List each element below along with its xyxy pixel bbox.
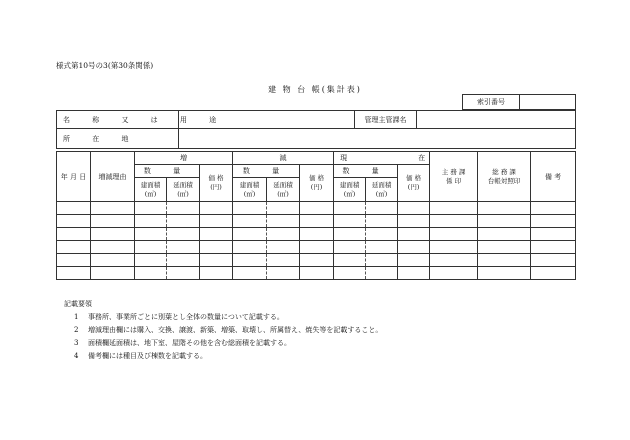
ledger-cell[interactable]	[267, 254, 300, 267]
ledger-cell[interactable]	[267, 215, 300, 228]
current-header: 現 在	[334, 152, 430, 165]
ledger-cell[interactable]	[300, 228, 334, 241]
ledger-cell[interactable]	[398, 241, 430, 254]
ledger-cell[interactable]	[233, 228, 267, 241]
increase-price-header: 価 格 (円)	[200, 165, 233, 202]
ledger-cell[interactable]	[57, 215, 91, 228]
ledger-cell[interactable]	[91, 254, 135, 267]
increase-floor-area-header: 延面積 (㎡)	[167, 178, 200, 202]
ledger-cell[interactable]	[57, 254, 91, 267]
note-item: 1 事務所、事業所ごとに別葉とし全体の数量について記載する。	[74, 313, 284, 321]
name-usage-label: 名 称 又 は 用 途	[57, 111, 179, 129]
ledger-cell[interactable]	[267, 228, 300, 241]
ledger-cell[interactable]	[430, 241, 478, 254]
ledger-cell[interactable]	[57, 241, 91, 254]
ledger-cell[interactable]	[478, 254, 531, 267]
note-item: 2 増減理由欄には購入、交換、譲渡、新築、増築、取壊し、所属替え、焼失等を記載すること。	[74, 326, 383, 334]
ledger-cell[interactable]	[430, 215, 478, 228]
ledger-cell[interactable]	[366, 202, 398, 215]
ledger-cell[interactable]	[233, 241, 267, 254]
ledger-cell[interactable]	[57, 267, 91, 280]
ledger-cell[interactable]	[135, 228, 167, 241]
ledger-cell[interactable]	[478, 241, 531, 254]
ledger-cell[interactable]	[267, 267, 300, 280]
ledger-cell[interactable]	[334, 254, 366, 267]
ledger-row	[57, 202, 576, 215]
increase-header: 増	[135, 152, 233, 165]
ledger-cell[interactable]	[334, 241, 366, 254]
ledger-row	[57, 241, 576, 254]
notes-section	[64, 298, 382, 363]
manager-section-cell[interactable]	[417, 111, 576, 129]
ledger-cell[interactable]	[398, 254, 430, 267]
ledger-cell[interactable]	[334, 267, 366, 280]
decrease-price-header: 価 格 (円)	[300, 165, 334, 202]
index-number-cell[interactable]	[520, 95, 576, 110]
ledger-row	[57, 267, 576, 280]
ledger-row	[57, 215, 576, 228]
ledger-row	[57, 254, 576, 267]
manager-section-label: 管理主管課名	[355, 111, 417, 129]
notes-heading: 記載要領	[64, 300, 92, 308]
ledger-cell[interactable]	[200, 254, 233, 267]
remarks-header: 備 考	[531, 152, 576, 202]
ledger-cell[interactable]	[57, 202, 91, 215]
current-quantity-header: 数 量	[334, 165, 398, 178]
ledger-cell[interactable]	[91, 241, 135, 254]
ledger-cell[interactable]	[334, 228, 366, 241]
general-dept-seal-header: 総 務 課 台帳対照印	[478, 152, 531, 202]
decrease-header: 減	[233, 152, 334, 165]
ledger-cell[interactable]	[233, 202, 267, 215]
ledger-cell[interactable]	[233, 254, 267, 267]
decrease-floor-area-header: 延面積 (㎡)	[267, 178, 300, 202]
ledger-cell[interactable]	[334, 215, 366, 228]
note-item: 3 面積欄延面積は、地下室、屋階その他を含む総面積を記載する。	[74, 339, 291, 347]
ledger-table	[56, 151, 576, 280]
ledger-cell[interactable]	[366, 267, 398, 280]
ledger-cell[interactable]	[430, 228, 478, 241]
ledger-cell[interactable]	[200, 215, 233, 228]
current-floor-area-header: 延面積 (㎡)	[366, 178, 398, 202]
ledger-cell[interactable]	[300, 241, 334, 254]
ledger-cell[interactable]	[398, 215, 430, 228]
ledger-cell[interactable]	[300, 254, 334, 267]
ledger-cell[interactable]	[167, 228, 200, 241]
ledger-cell[interactable]	[430, 254, 478, 267]
ledger-cell[interactable]	[267, 202, 300, 215]
ledger-cell[interactable]	[167, 202, 200, 215]
ledger-cell[interactable]	[300, 215, 334, 228]
ledger-cell[interactable]	[478, 202, 531, 215]
location-cell[interactable]	[179, 129, 576, 149]
ledger-row	[57, 228, 576, 241]
form-number: 様式第10号の3(第30条関係)	[56, 61, 154, 70]
decrease-quantity-header: 数 量	[233, 165, 300, 178]
ledger-cell[interactable]	[233, 215, 267, 228]
ledger-cell[interactable]	[57, 228, 91, 241]
index-number-label: 索引番号	[463, 95, 520, 110]
ledger-cell[interactable]	[531, 254, 576, 267]
ledger-cell[interactable]	[366, 254, 398, 267]
index-number-box	[462, 94, 576, 110]
reason-header: 増減理由	[91, 152, 135, 202]
ledger-cell[interactable]	[366, 215, 398, 228]
ledger-cell[interactable]	[430, 202, 478, 215]
ledger-cell[interactable]	[91, 215, 135, 228]
date-header: 年 月 日	[57, 152, 91, 202]
ledger-cell[interactable]	[91, 202, 135, 215]
current-price-header: 価 格 (円)	[398, 165, 430, 202]
ledger-cell[interactable]	[300, 267, 334, 280]
ledger-cell[interactable]	[531, 241, 576, 254]
ledger-cell[interactable]	[135, 202, 167, 215]
ledger-cell[interactable]	[135, 254, 167, 267]
ledger-cell[interactable]	[531, 267, 576, 280]
ledger-cell[interactable]	[167, 215, 200, 228]
ledger-cell[interactable]	[531, 202, 576, 215]
ledger-cell[interactable]	[398, 202, 430, 215]
main-dept-seal-header: 主 務 課 係 印	[430, 152, 478, 202]
ledger-cell[interactable]	[430, 267, 478, 280]
ledger-cell[interactable]	[398, 267, 430, 280]
ledger-cell[interactable]	[167, 254, 200, 267]
ledger-cell[interactable]	[200, 267, 233, 280]
ledger-cell[interactable]	[478, 228, 531, 241]
ledger-cell[interactable]	[135, 215, 167, 228]
increase-building-area-header: 建面積 (㎡)	[135, 178, 167, 202]
ledger-cell[interactable]	[478, 215, 531, 228]
document-title: 建 物 台 帳(集計表)	[268, 85, 362, 94]
ledger-cell[interactable]	[91, 267, 135, 280]
ledger-cell[interactable]	[135, 241, 167, 254]
ledger-cell[interactable]	[200, 202, 233, 215]
ledger-cell[interactable]	[267, 241, 300, 254]
ledger-cell[interactable]	[531, 228, 576, 241]
increase-quantity-header: 数 量	[135, 165, 200, 178]
ledger-cell[interactable]	[531, 215, 576, 228]
ledger-cell[interactable]	[167, 267, 200, 280]
ledger-cell[interactable]	[334, 202, 366, 215]
ledger-cell[interactable]	[135, 267, 167, 280]
current-building-area-header: 建面積 (㎡)	[334, 178, 366, 202]
note-item: 4 備考欄には種目及び棟数を記載する。	[74, 352, 207, 360]
ledger-cell[interactable]	[398, 228, 430, 241]
ledger-cell[interactable]	[200, 228, 233, 241]
ledger-cell[interactable]	[167, 241, 200, 254]
ledger-cell[interactable]	[200, 241, 233, 254]
name-location-table	[56, 110, 576, 149]
ledger-cell[interactable]	[366, 241, 398, 254]
ledger-cell[interactable]	[91, 228, 135, 241]
ledger-cell[interactable]	[233, 267, 267, 280]
location-label: 所 在 地	[57, 129, 179, 149]
decrease-building-area-header: 建面積 (㎡)	[233, 178, 267, 202]
ledger-cell[interactable]	[300, 202, 334, 215]
ledger-cell[interactable]	[478, 267, 531, 280]
ledger-cell[interactable]	[366, 228, 398, 241]
